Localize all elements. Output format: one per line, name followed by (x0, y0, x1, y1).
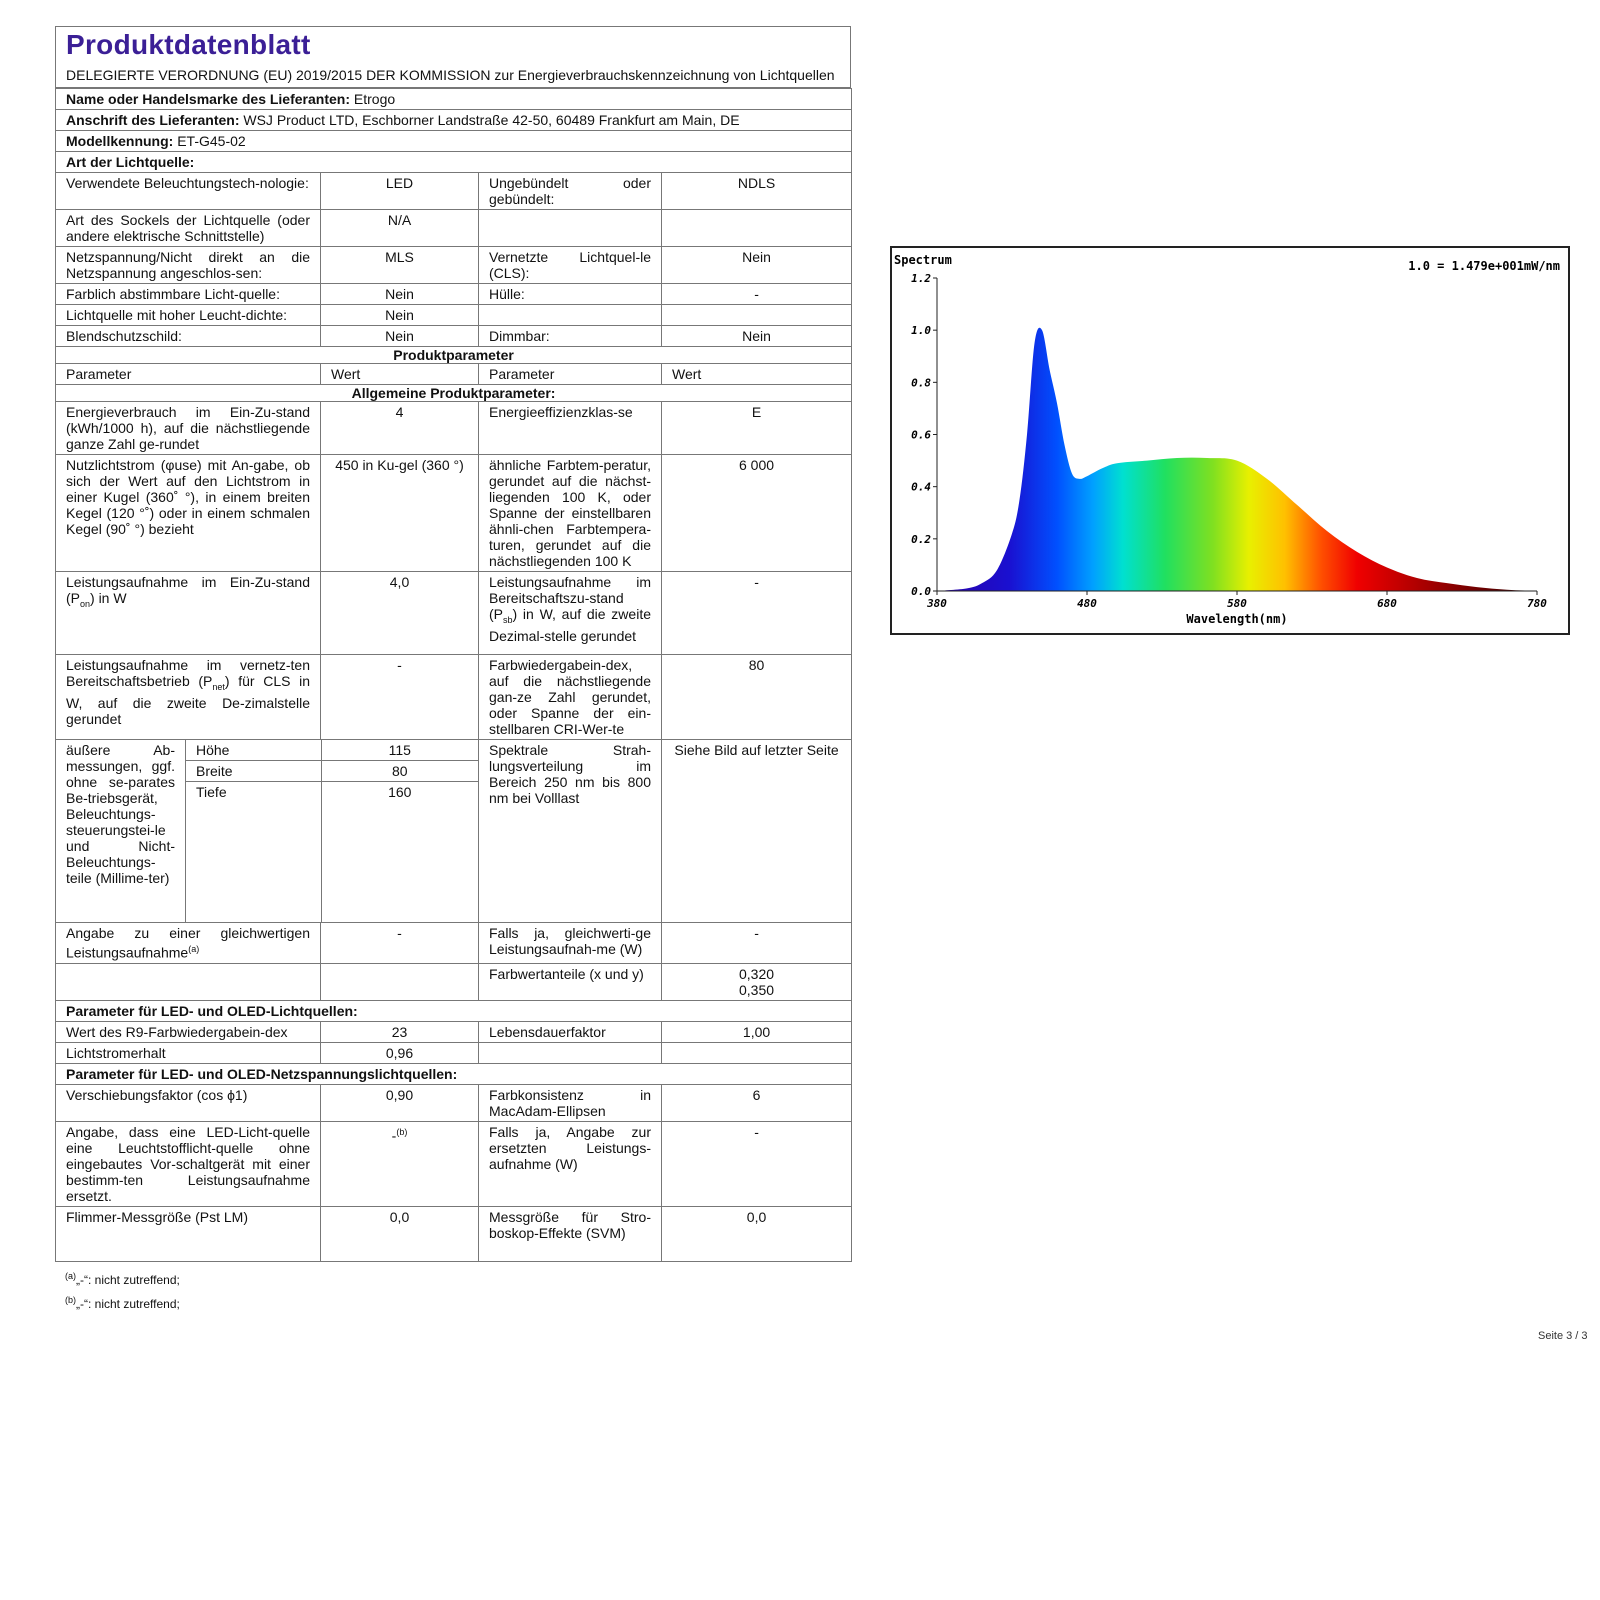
cell-value: NDLS (662, 173, 852, 210)
general-params-heading: Allgemeine Produktparameter: (56, 385, 852, 402)
macadam-value: 6 (662, 1084, 852, 1121)
power-row (56, 572, 852, 655)
luminous-flux-value: 450 in Ku-gel (360 °) (321, 455, 479, 572)
cell-label: Art des Sockels der Lichtquelle (oder andere elektrische Schnittstelle) (56, 210, 321, 247)
footnote-text: „-“: nicht zutreffend; (76, 1272, 180, 1287)
x-tick-label: 780 (1527, 597, 1547, 610)
network-standby-row (56, 655, 852, 740)
y-tick-label: 0.2 (911, 532, 931, 546)
empty-cell (56, 963, 321, 1000)
footnote-marker: (b) (65, 1294, 76, 1305)
cell-value: Nein (321, 305, 479, 326)
cell-label: Farblich abstimmbare Licht-quelle: (56, 284, 321, 305)
cell-value (662, 305, 852, 326)
datasheet-table (55, 88, 852, 1262)
y-tick-label: 0.6 (911, 428, 931, 442)
dimension-width-label: Breite (186, 761, 321, 782)
r9-row (56, 1021, 852, 1042)
spectrum-area (937, 328, 1537, 591)
dimensions-row (56, 740, 852, 923)
lumen-maintenance-value: 0,96 (321, 1042, 479, 1063)
stroboscopic-value: 0,0 (662, 1206, 852, 1261)
empty-cell (662, 1042, 852, 1063)
plot-area (937, 328, 1537, 591)
equivalent-power-yes-value: - (662, 923, 852, 964)
power-factor-label: Verschiebungsfaktor (cos ϕ1) (56, 1084, 321, 1121)
page-number: Seite 3 / 3 (1538, 1330, 1588, 1342)
r9-value: 23 (321, 1021, 479, 1042)
cell-label: Ungebündelt oder gebündelt: (479, 173, 662, 210)
x-tick-label: 380 (927, 597, 947, 610)
lifetime-factor-label: Lebensdauerfaktor (479, 1021, 662, 1042)
source-type-heading: Art der Lichtquelle: (56, 152, 852, 173)
y-tick-label: 0.4 (911, 480, 931, 494)
flicker-row (56, 1206, 852, 1261)
color-temperature-label: ähnliche Farbtem-peratur, gerundet auf die nächst-liegenden 100 K, oder Spanne der einstellbaren ähnli-chen Farbtempera-turen, gerundet auf die nächstliegenden 100 K (479, 455, 662, 572)
cell-label: Netzspannung/Nicht direkt an die Netzspannung angeschlos-sen: (56, 247, 321, 284)
col-header-value: Wert (321, 364, 479, 385)
x-tick-label: 580 (1227, 597, 1247, 610)
equivalent-power-label (56, 923, 321, 964)
cell-value: Nein (321, 284, 479, 305)
label-subscript: net (212, 681, 225, 692)
energy-consumption-label: Energieverbrauch im Ein-Zu-stand (kWh/1000 h), auf die nächstliegende ganze Zahl ge-rundet (56, 402, 321, 455)
footnote-text: „-“: nicht zutreffend; (76, 1296, 180, 1311)
chromaticity-label: Farbwertanteile (x und y) (479, 963, 662, 1000)
chart-annotation: 1.0 = 1.479e+001mW/nm (1408, 259, 1560, 273)
equivalent-power-row (56, 923, 852, 964)
x-tick-label: 480 (1077, 597, 1097, 610)
y-tick-label: 0.0 (911, 585, 931, 598)
chromaticity-y: 0,350 (739, 981, 775, 998)
source-row (56, 247, 852, 284)
replacement-value (321, 1121, 479, 1206)
value-text: - (391, 1127, 397, 1144)
power-factor-row (56, 1084, 852, 1121)
source-row (56, 173, 852, 210)
general-params-heading-row (56, 385, 852, 402)
footnote-marker: (a) (65, 1270, 76, 1281)
power-on-label (56, 572, 321, 655)
model-value: ET-G45-02 (177, 133, 246, 149)
replacement-yes-label: Falls ja, Angabe zur ersetzten Leistungs-aufnahme (W) (479, 1121, 662, 1206)
supplier-name-row (56, 89, 852, 110)
stroboscopic-label: Messgröße für Stro-boskop-Effekte (SVM) (479, 1206, 662, 1261)
flicker-label: Flimmer-Messgröße (Pst LM) (56, 1206, 321, 1261)
regulation-subtitle: DELEGIERTE VERORDNUNG (EU) 2019/2015 DER KOMMISSION zur Energieverbrauchskennzeichnung von Lichtquellen (66, 67, 835, 83)
network-standby-label (56, 655, 321, 740)
chromaticity-value (662, 963, 852, 1000)
energy-consumption-value: 4 (321, 402, 479, 455)
source-row (56, 210, 852, 247)
spectrum-chart (890, 246, 1570, 635)
source-row (56, 305, 852, 326)
dimensions-cell (186, 740, 479, 923)
datasheet-header (55, 26, 851, 88)
cell-label: Dimmbar: (479, 326, 662, 347)
replacement-row (56, 1121, 852, 1206)
chromaticity-x: 0,320 (739, 965, 775, 982)
cell-label (479, 210, 662, 247)
model-label: Modellkennung: (66, 133, 174, 149)
cell-value (662, 210, 852, 247)
label-part: Angabe zu einer gleichwertigen Leistungsaufnahme (66, 925, 310, 961)
source-row (56, 284, 852, 305)
cell-label: Blendschutzschild: (56, 326, 321, 347)
supplier-name-value: Etrogo (353, 91, 396, 107)
label-subscript: sb (503, 614, 513, 625)
cell-value: Nein (662, 247, 852, 284)
color-temperature-value: 6 000 (662, 455, 852, 572)
source-row (56, 326, 852, 347)
cell-value: N/A (321, 210, 479, 247)
cell-value: Nein (662, 326, 852, 347)
luminous-flux-label: Nutzlichtstrom (φuse) mit An-gabe, ob sich der Wert auf den Lichtstrom in einer Kugel (360˚ °), in einem breiten Kegel (120 °˚) oder in einem schmalen Kegel (90˚ °) bezieht (56, 455, 321, 572)
y-tick-label: 0.8 (911, 376, 931, 390)
lumen-maintenance-label: Lichtstromerhalt (56, 1042, 321, 1063)
cell-label: Vernetzte Lichtquel-le (CLS): (479, 247, 662, 284)
footnote-a (65, 1266, 851, 1290)
energy-row (56, 402, 852, 455)
model-row (56, 131, 852, 152)
supplier-address-value: WSJ Product LTD, Eschborner Landstraße 42-50, 60489 Frankfurt am Main, DE (243, 112, 740, 128)
power-factor-value: 0,90 (321, 1084, 479, 1121)
equivalent-power-value: - (321, 923, 479, 964)
label-part: ) in W (90, 590, 127, 606)
cell-label: Verwendete Beleuchtungstech-nologie: (56, 173, 321, 210)
mains-heading-row (56, 1063, 852, 1084)
standby-power-value: - (662, 572, 852, 655)
label-part: Leistungsaufnahme im Ein-Zu-stand (P (66, 574, 310, 606)
cri-label: Farbwiedergabein-dex, auf die nächstliegende gan-ze Zahl gerundet, oder Spanne der ein-stellbaren CRI-Wer-te (479, 655, 662, 740)
cell-value: LED (321, 173, 479, 210)
footnote-ref: (a) (188, 944, 200, 954)
cell-value: MLS (321, 247, 479, 284)
spectrum-plot (892, 248, 1568, 633)
lifetime-factor-value: 1,00 (662, 1021, 852, 1042)
efficiency-class-label: Energieeffizienzklas-se (479, 402, 662, 455)
dimension-width-value: 80 (321, 761, 478, 782)
cell-value: - (662, 284, 852, 305)
page-title: Produktdatenblatt (66, 29, 311, 60)
dimensions-label: äußere Ab-messungen, ggf. ohne se-parates Be-triebsgerät, Beleuchtungs-steuerungstei-le und Nicht-Beleuchtungs-teile (Millime-ter) (56, 740, 186, 923)
product-datasheet (55, 26, 851, 1314)
label-subscript: on (80, 598, 91, 609)
led-params-heading: Parameter für LED- und OLED-Lichtquellen: (56, 1000, 852, 1021)
cri-value: 80 (662, 655, 852, 740)
supplier-name-label: Name oder Handelsmarke des Lieferanten: (66, 91, 350, 107)
replacement-yes-value: - (662, 1121, 852, 1206)
macadam-label: Farbkonsistenz in MacAdam-Ellipsen (479, 1084, 662, 1121)
source-type-heading-row (56, 152, 852, 173)
dimension-depth-value: 160 (321, 782, 478, 923)
led-heading-row (56, 1000, 852, 1021)
col-header-parameter: Parameter (479, 364, 662, 385)
label-part: ) für CLS in W, auf die zweite De-zimalstelle gerundet (66, 673, 310, 727)
footnote-b (65, 1290, 851, 1314)
col-header-parameter: Parameter (56, 364, 321, 385)
footnotes (65, 1266, 851, 1314)
power-on-value: 4,0 (321, 572, 479, 655)
replacement-label: Angabe, dass eine LED-Licht-quelle eine Leuchtstofflicht-quelle ohne eingebautes Vor-schaltgerät mit einer bestimm-ten Leistungsaufnahme ersetzt. (56, 1121, 321, 1206)
label-part: Leistungsaufnahme im Bereitschaftszu-stand (P (489, 574, 651, 622)
column-header-row (56, 364, 852, 385)
network-standby-value: - (321, 655, 479, 740)
supplier-address-row (56, 110, 852, 131)
empty-cell (479, 1042, 662, 1063)
x-axis-label: Wavelength(nm) (1186, 612, 1288, 626)
label-part: Leistungsaufnahme im vernetz-ten Bereitschaftsbetrieb (P (66, 657, 310, 689)
r9-label: Wert des R9-Farbwiedergabein-dex (56, 1021, 321, 1042)
cell-label: Lichtquelle mit hoher Leucht-dichte: (56, 305, 321, 326)
dimension-height-value: 115 (321, 740, 478, 761)
supplier-address-label: Anschrift des Lieferanten: (66, 112, 240, 128)
mains-params-heading: Parameter für LED- und OLED-Netzspannungslichtquellen: (56, 1063, 852, 1084)
x-tick-label: 680 (1377, 597, 1397, 610)
dimension-depth-label: Tiefe (186, 782, 321, 923)
y-tick-label: 1.0 (911, 324, 931, 338)
product-params-heading: Produktparameter (56, 347, 852, 364)
cell-label: Hülle: (479, 284, 662, 305)
empty-cell (321, 963, 479, 1000)
efficiency-class-value: E (662, 402, 852, 455)
spectral-distribution-value: Siehe Bild auf letzter Seite (662, 740, 852, 923)
product-params-heading-row (56, 347, 852, 364)
label-part: ) in W, auf die zweite Dezimal-stelle gerundet (489, 606, 651, 644)
flux-row (56, 455, 852, 572)
y-tick-label: 1.2 (911, 272, 931, 285)
spectral-distribution-label: Spektrale Strah-lungsverteilung im Bereich 250 nm bis 800 nm bei Volllast (479, 740, 662, 923)
dimension-height-label: Höhe (186, 740, 321, 761)
col-header-value: Wert (662, 364, 852, 385)
chromaticity-row (56, 963, 852, 1000)
chart-title: Spectrum (894, 253, 952, 267)
flicker-value: 0,0 (321, 1206, 479, 1261)
cell-label (479, 305, 662, 326)
equivalent-power-yes-label: Falls ja, gleichwerti-ge Leistungsaufnah-me (W) (479, 923, 662, 964)
dimensions-table (186, 740, 478, 922)
cell-value: Nein (321, 326, 479, 347)
standby-power-label (479, 572, 662, 655)
lumen-maintenance-row (56, 1042, 852, 1063)
footnote-ref: (b) (396, 1126, 408, 1137)
